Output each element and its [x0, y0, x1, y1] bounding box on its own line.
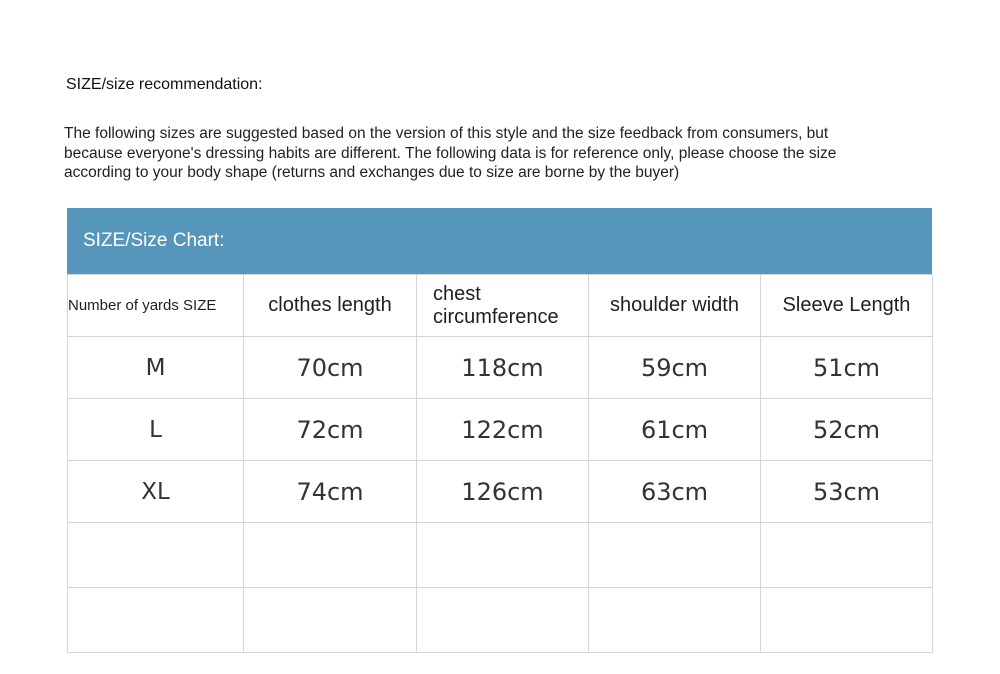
cell-sleeve: 52cm [761, 399, 933, 461]
cell-sleeve: 51cm [761, 337, 933, 399]
intro-line-2: because everyone's dressing habits are different. The following data is for reference only, please choose the size [64, 144, 837, 162]
empty-cell [761, 588, 933, 653]
table-row [68, 337, 933, 399]
cell-size: L [68, 399, 244, 461]
page-heading: SIZE/size recommendation: [66, 76, 263, 93]
empty-cell [68, 588, 244, 653]
header-size: Number of yards SIZE [68, 275, 244, 337]
header-chest-circumference [417, 275, 589, 337]
cell-size: M [68, 337, 244, 399]
cell-chest: 126cm [417, 461, 589, 523]
header-clothes-length: clothes length [244, 275, 417, 337]
table-row-empty [68, 523, 933, 588]
cell-clothes-length: 72cm [244, 399, 417, 461]
cell-shoulder: 59cm [589, 337, 761, 399]
intro-text [64, 124, 934, 183]
size-table [67, 274, 933, 653]
header-sleeve-length: Sleeve Length [761, 275, 933, 337]
empty-cell [417, 588, 589, 653]
size-chart [67, 208, 932, 647]
cell-size: XL [68, 461, 244, 523]
table-row [68, 399, 933, 461]
cell-shoulder: 61cm [589, 399, 761, 461]
header-shoulder-width: shoulder width [589, 275, 761, 337]
cell-shoulder: 63cm [589, 461, 761, 523]
intro-line-1: The following sizes are suggested based on the version of this style and the size feedback from consumers, but [64, 125, 829, 142]
cell-chest: 118cm [417, 337, 589, 399]
empty-cell [68, 523, 244, 588]
table-row-empty [68, 588, 933, 653]
empty-cell [589, 523, 761, 588]
empty-cell [761, 523, 933, 588]
cell-clothes-length: 74cm [244, 461, 417, 523]
size-chart-banner: SIZE/Size Chart: [67, 208, 932, 274]
table-header-row [68, 275, 933, 337]
table-row [68, 461, 933, 523]
cell-sleeve: 53cm [761, 461, 933, 523]
cell-chest: 122cm [417, 399, 589, 461]
empty-cell [417, 523, 589, 588]
cell-clothes-length: 70cm [244, 337, 417, 399]
empty-cell [589, 588, 761, 653]
empty-cell [244, 588, 417, 653]
header-chest-line-2: circumference [433, 305, 559, 328]
header-chest-line-1: chest [433, 282, 481, 305]
intro-line-3: according to your body shape (returns and exchanges due to size are borne by the buyer) [64, 164, 680, 181]
empty-cell [244, 523, 417, 588]
